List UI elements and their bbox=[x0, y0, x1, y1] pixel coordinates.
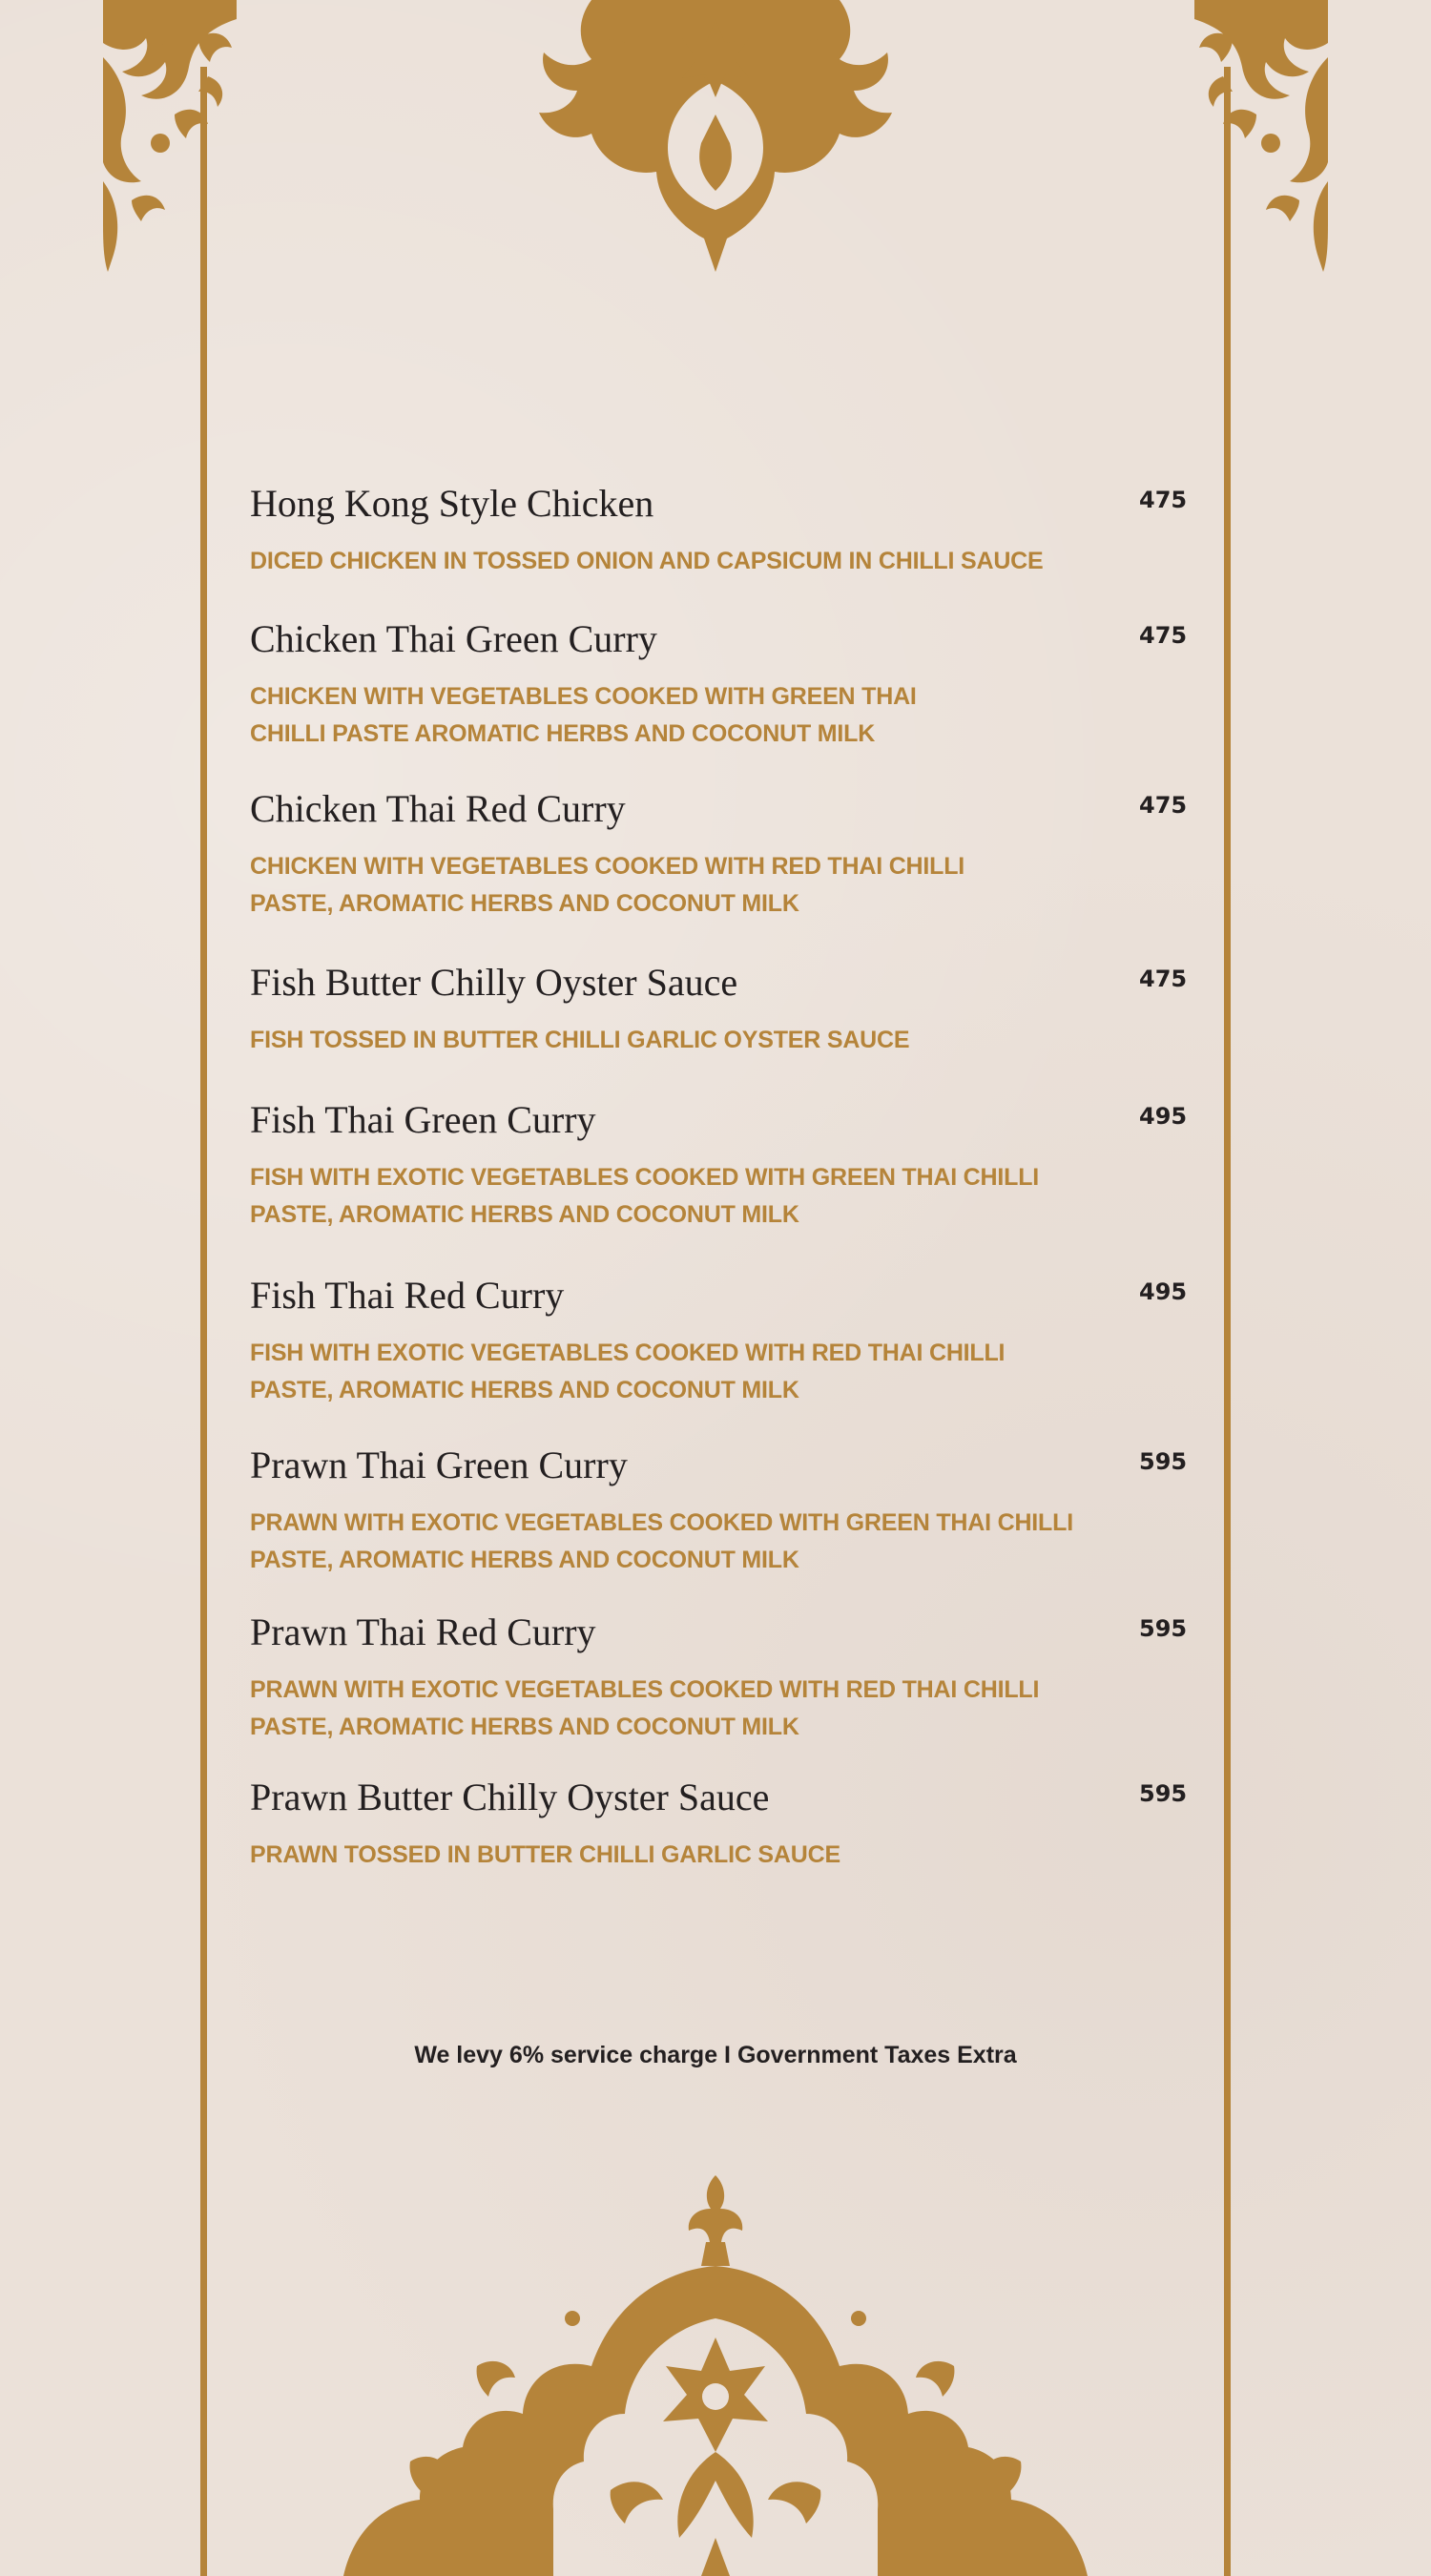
dish-name: Prawn Butter Chilly Oyster Sauce bbox=[250, 1776, 770, 1818]
dish-description bbox=[250, 1837, 1089, 1874]
dish-description bbox=[250, 1022, 1089, 1059]
frame-border-left bbox=[200, 67, 207, 2576]
frame-border-right bbox=[1224, 67, 1231, 2576]
dish-description bbox=[250, 678, 1089, 753]
floral-corner-left-icon bbox=[103, 0, 237, 277]
dish-description-line: PRAWN WITH EXOTIC VEGETABLES COOKED WITH GREEN THAI CHILLI bbox=[250, 1509, 1073, 1536]
dish-name: Prawn Thai Red Curry bbox=[250, 1610, 596, 1653]
dish-price: 475 bbox=[1139, 622, 1188, 649]
dish-price: 475 bbox=[1139, 966, 1188, 992]
dish-description-line: CHILLI PASTE AROMATIC HERBS AND COCONUT MILK bbox=[250, 720, 876, 747]
dish-name: Fish Thai Red Curry bbox=[250, 1274, 565, 1317]
dish-price: 475 bbox=[1139, 487, 1188, 513]
dish-name: Fish Butter Chilly Oyster Sauce bbox=[250, 961, 738, 1004]
dish-description-line: PASTE, AROMATIC HERBS AND COCONUT MILK bbox=[250, 1377, 799, 1403]
dish-description bbox=[250, 1335, 1089, 1409]
dish-description bbox=[250, 1672, 1089, 1746]
dish-description-line: PASTE, AROMATIC HERBS AND COCONUT MILK bbox=[250, 1547, 799, 1573]
dish-name: Chicken Thai Green Curry bbox=[250, 617, 657, 660]
dish-price: 595 bbox=[1139, 1448, 1188, 1475]
dish-name: Chicken Thai Red Curry bbox=[250, 787, 626, 830]
dish-description-line: PRAWN TOSSED IN BUTTER CHILLI GARLIC SAUCE bbox=[250, 1841, 840, 1868]
dish-description-line: CHICKEN WITH VEGETABLES COOKED WITH GREEN THAI bbox=[250, 683, 917, 710]
floral-ornament-icon bbox=[534, 0, 897, 272]
dish-price: 495 bbox=[1139, 1278, 1188, 1305]
dish-description bbox=[250, 1505, 1089, 1579]
dish-description-line: PASTE, AROMATIC HERBS AND COCONUT MILK bbox=[250, 1201, 799, 1228]
floral-medallion-icon bbox=[324, 2175, 1107, 2576]
dish-price: 475 bbox=[1139, 792, 1188, 819]
dish-description-line: PASTE, AROMATIC HERBS AND COCONUT MILK bbox=[250, 890, 799, 917]
dish-description-line: FISH WITH EXOTIC VEGETABLES COOKED WITH RED THAI CHILLI bbox=[250, 1340, 1006, 1366]
dish-description bbox=[250, 848, 1089, 923]
dish-description-line: FISH TOSSED IN BUTTER CHILLI GARLIC OYSTER SAUCE bbox=[250, 1027, 910, 1053]
dish-description bbox=[250, 543, 1089, 580]
dish-name: Prawn Thai Green Curry bbox=[250, 1444, 628, 1486]
dish-price: 595 bbox=[1139, 1615, 1188, 1642]
dish-description-line: DICED CHICKEN IN TOSSED ONION AND CAPSICUM IN CHILLI SAUCE bbox=[250, 548, 1044, 574]
dish-description-line: FISH WITH EXOTIC VEGETABLES COOKED WITH GREEN THAI CHILLI bbox=[250, 1164, 1040, 1191]
dish-name: Fish Thai Green Curry bbox=[250, 1098, 596, 1141]
dish-description-line: PRAWN WITH EXOTIC VEGETABLES COOKED WITH RED THAI CHILLI bbox=[250, 1676, 1040, 1703]
service-charge-note: We levy 6% service charge I Government Taxes Extra bbox=[414, 2042, 1017, 2068]
dish-description bbox=[250, 1159, 1089, 1234]
dish-price: 495 bbox=[1139, 1103, 1188, 1130]
dish-price: 595 bbox=[1139, 1780, 1188, 1807]
dish-description-line: CHICKEN WITH VEGETABLES COOKED WITH RED THAI CHILLI bbox=[250, 853, 965, 880]
floral-corner-right-icon bbox=[1194, 0, 1328, 277]
dish-name: Hong Kong Style Chicken bbox=[250, 482, 654, 525]
dish-description-line: PASTE, AROMATIC HERBS AND COCONUT MILK bbox=[250, 1714, 799, 1740]
